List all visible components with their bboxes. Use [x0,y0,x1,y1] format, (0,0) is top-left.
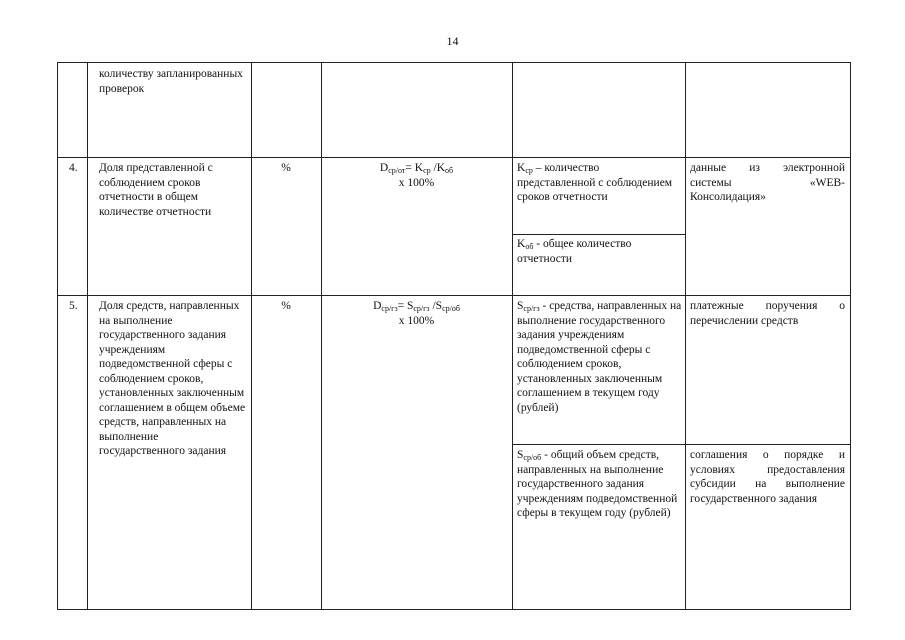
indicator-name-continued: количеству запланированных проверок [99,68,243,95]
row-divider [58,295,850,296]
column-divider [321,63,322,609]
row-divider [58,157,850,158]
calculation-formula: $D_{ср/гз}= S_{ср/гз}$ $/S_{ср/об}$ х 100% [373,300,460,327]
column-divider [87,63,88,609]
page-number: 14 [446,34,459,48]
row-number: 4. [69,162,78,174]
indicator-name: Доля представленной с соблюдением сроков отчетности в общем количестве отчетности [99,162,213,218]
indicator-name: Доля средств, направленных на выполнение государственного задания учреждениям подведомственной сферы с соблюдением сроков, установленных заключенным соглашением в общем объеме средств, направленных на выполнение государственного задания [99,300,246,457]
variable-definition: $S_{ср/об}$ - общий объем средств, направленных на выполнение государственного задания учреждениям подведомственной сферы в текущем году (рублей) [517,449,678,519]
subrow-divider [512,234,685,235]
column-divider [685,63,686,609]
calculation-formula: $D_{ср/от}= K_{ср}$ $/K_{об}$ х 100% [379,162,454,189]
column-divider [251,63,252,609]
column-divider [512,63,513,609]
indicator-table [57,62,851,610]
row-number: 5. [69,300,78,312]
data-source: данные из электронной системы «WEB- Консолидация» [690,162,845,203]
data-source: платежные поручения о перечислении средств [690,300,845,327]
data-source: соглашения о порядке и условиях предоставления субсидии на выполнение государственного задания [690,449,845,505]
subrow-divider [512,444,850,445]
unit-of-measure: % [281,162,291,174]
unit-of-measure: % [281,300,291,312]
variable-definition: $K_{об}$ - общее количество отчетности [517,238,632,265]
variable-definition: $S_{ср/гз}$ - средства, направленных на выполнение государственного задания учреждениям подведомственной сферы с соблюдением сроков, установленных заключенным соглашением в текущем году (рублей) [517,300,682,414]
variable-definition: $K_{ср}$ – количество представленной с соблюдением сроков отчетности [517,162,673,203]
